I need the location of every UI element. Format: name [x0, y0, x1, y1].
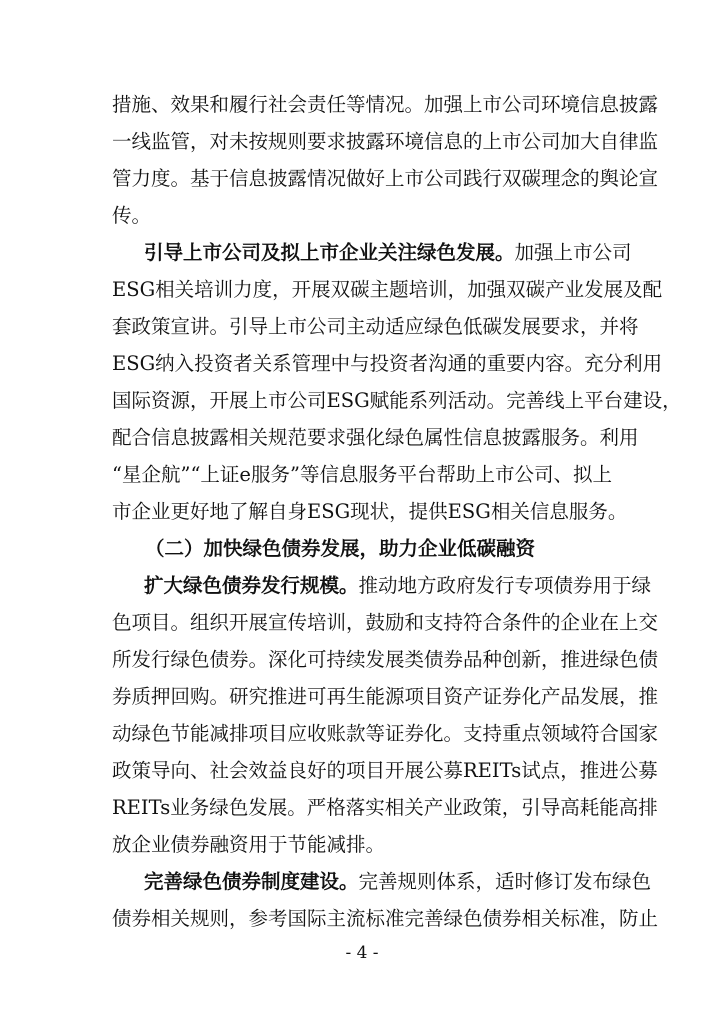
body-line: 配合信息披露相关规范要求强化绿色属性信息披露服务。利用	[112, 426, 639, 449]
paragraph-lead-bold: 扩大绿色债券发行规模。	[144, 574, 359, 597]
body-line: ESG相关培训力度，开展双碳主题培训，加强双碳产业发展及配	[112, 278, 663, 301]
body-line: 一线监管，对未按规则要求披露环境信息的上市公司加大自律监	[112, 130, 659, 153]
body-line: 市企业更好地了解自身ESG现状，提供ESG相关信息服务。	[112, 500, 628, 523]
body-line: 色项目。组织开展宣传培训，鼓励和支持符合条件的企业在上交	[112, 611, 659, 634]
body-line: 放企业债券融资用于节能减排。	[112, 833, 386, 856]
body-line: 措施、效果和履行社会责任等情况。加强上市公司环境信息披露	[112, 93, 659, 116]
body-line: 债券相关规则，参考国际主流标准完善绿色债券相关标准，防止	[112, 907, 659, 930]
body-line: REITs业务绿色发展。严格落实相关产业政策，引导高耗能高排	[112, 796, 658, 819]
body-line: 国际资源，开展上市公司ESG赋能系列活动。完善线上平台建设，	[112, 389, 682, 412]
section-heading: （二）加快绿色债券发展，助力企业低碳融资	[145, 537, 536, 560]
body-line: 所发行绿色债券。深化可持续发展类债券品种创新，推进绿色债	[112, 648, 659, 671]
body-line: 套政策宣讲。引导上市公司主动适应绿色低碳发展要求，并将	[112, 315, 639, 338]
page-number: - 4 -	[345, 943, 379, 963]
body-line: 管力度。基于信息披露情况做好上市公司践行双碳理念的舆论宣	[112, 167, 659, 190]
body-line: ESG纳入投资者关系管理中与投资者沟通的重要内容。充分利用	[112, 352, 663, 375]
paragraph-lead-line: 引导上市公司及拟上市企业关注绿色发展。加强上市公司	[144, 241, 632, 264]
body-line: 传。	[112, 204, 152, 227]
paragraph-lead-line: 完善绿色债券制度建设。完善规则体系，适时修订发布绿色	[144, 870, 652, 893]
paragraph-lead-line: 扩大绿色债券发行规模。推动地方政府发行专项债券用于绿	[144, 574, 652, 597]
body-line: 券质押回购。研究推进可再生能源项目资产证券化产品发展，推	[112, 685, 659, 708]
body-line: 动绿色节能减排项目应收账款等证券化。支持重点领域符合国家	[112, 722, 659, 745]
paragraph-lead-bold: 完善绿色债券制度建设。	[144, 870, 359, 893]
body-line: 政策导向、社会效益良好的项目开展公募REITs试点，推进公募	[112, 759, 658, 782]
paragraph-lead-bold: 引导上市公司及拟上市企业关注绿色发展。	[144, 241, 515, 264]
body-line: “星企航”“上证e服务”等信息服务平台帮助上市公司、拟上	[112, 463, 612, 486]
